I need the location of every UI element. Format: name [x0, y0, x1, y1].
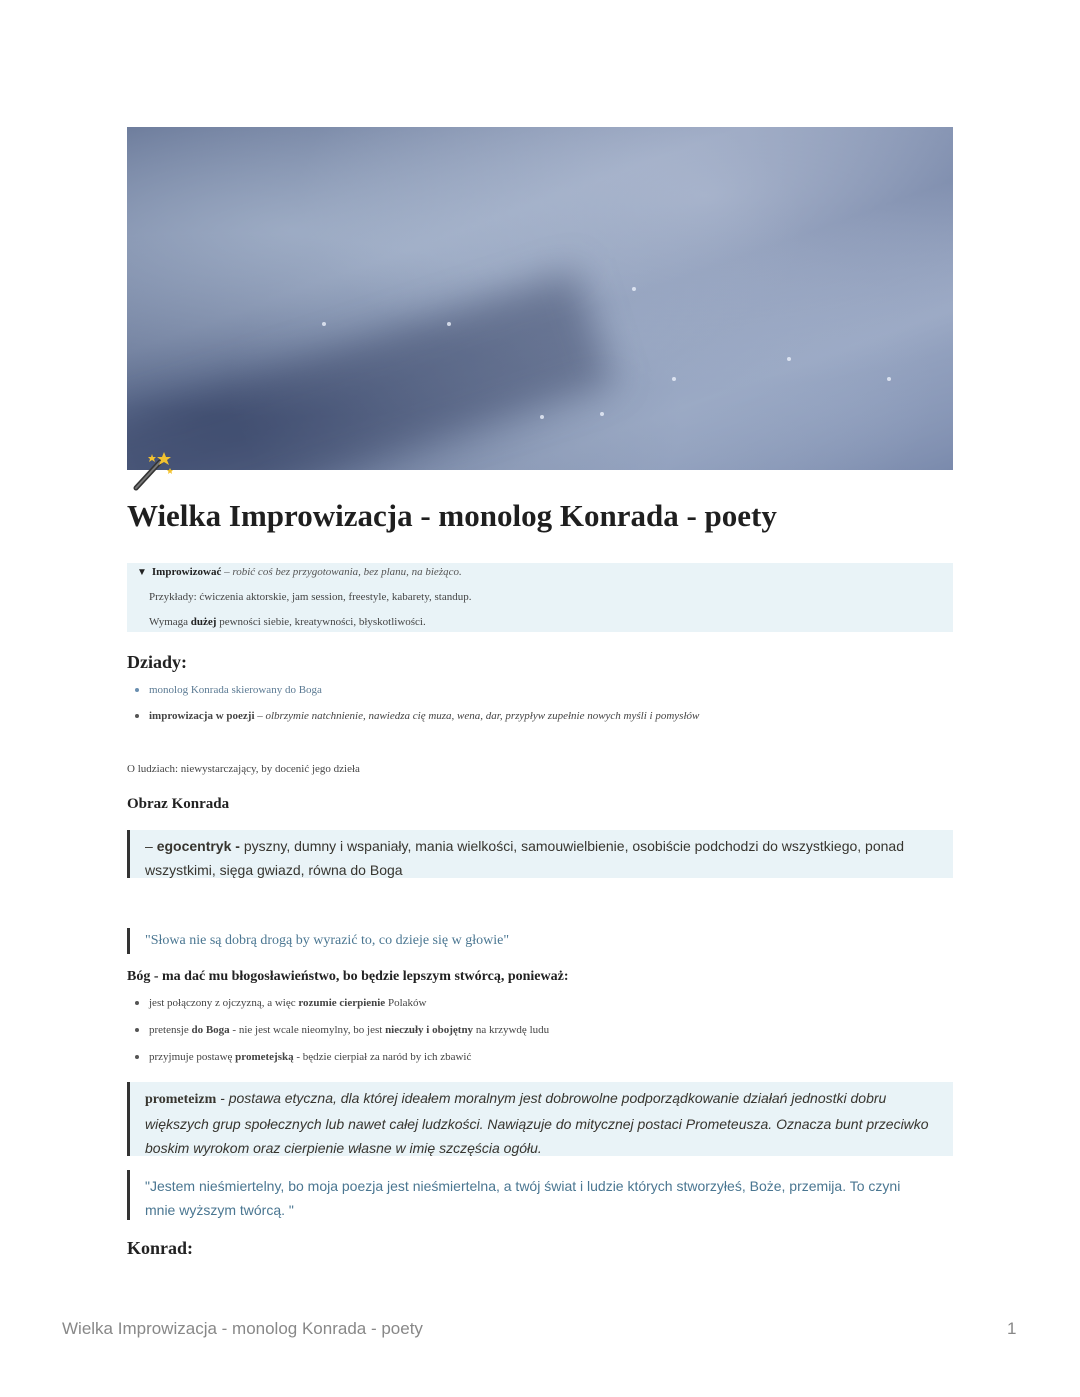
list-item — [135, 1024, 549, 1036]
cover-image — [127, 127, 953, 470]
toggle-triangle-icon[interactable]: ▼ — [137, 567, 147, 578]
bullet-text: przyjmuje postawę — [149, 1051, 236, 1063]
quote-text: mnie wyższym twórcą. " — [145, 1202, 294, 1218]
heading-bog: Bóg - ma dać mu błogosławieństwo, bo będzie lepszym stwórcą, ponieważ: — [127, 969, 569, 984]
heading-dziady: Dziady: — [127, 652, 187, 672]
toggle-header[interactable] — [137, 566, 462, 578]
callout-bold: prometeizm — [145, 1092, 217, 1107]
cover-speck — [672, 377, 676, 381]
cover-speck — [540, 415, 544, 419]
bullet-text: pretensje — [149, 1024, 192, 1036]
toggle-term: Improwizować — [151, 566, 222, 578]
callout-prometeizm — [127, 1082, 953, 1156]
cover-speck — [787, 357, 791, 361]
list-item — [135, 997, 426, 1009]
quote-jestem — [127, 1170, 953, 1220]
quote-text: "Jestem nieśmiertelny, bo moja poezja jest nieśmiertelna, a twój świat i ludzie których stworzyłeś, Boże, przemija. To czyni — [145, 1178, 901, 1194]
bullet-text: jest połączony z ojczyzną, a więc — [149, 997, 299, 1009]
callout-text: - postawa etyczna, dla której ideałem moralnym jest dobrowolne podporządkowanie działań jednostki dobru — [216, 1090, 887, 1106]
callout-line — [145, 834, 943, 858]
list-item — [135, 684, 322, 696]
cover-speck — [600, 412, 604, 416]
bullet-text: monolog Konrada skierowany do Boga — [149, 684, 322, 696]
bullet-dot — [135, 688, 139, 692]
bullet-dot — [135, 1055, 139, 1059]
bullet-dot — [135, 714, 139, 718]
list-item — [135, 1051, 471, 1063]
callout-line: boskim wyrokom oraz cierpienie własne w imię szczęścia ogółu. — [145, 1140, 542, 1156]
toggle-requires — [149, 616, 426, 628]
callout-line: wszystkimi, sięga gwiazd, równa do Boga — [145, 862, 403, 878]
cover-speck — [322, 322, 326, 326]
footer-title: Wielka Improwizacja - monolog Konrada - poety — [62, 1319, 423, 1338]
bullet-text: na krzywdę ludu — [473, 1024, 550, 1036]
toggle-definition: – robić coś bez przygotowania, bez planu, na bieżąco. — [221, 566, 462, 578]
page-title: Wielka Improwizacja - monolog Konrada - poety — [127, 498, 777, 533]
page-number: 1 — [1007, 1319, 1017, 1338]
callout-text: pyszny, dumny i wspaniały, mania wielkości, samouwielbienie, osobiście podchodzi do wszystkiego, ponad — [239, 838, 904, 854]
cover-speck — [447, 322, 451, 326]
list-item — [135, 710, 699, 722]
heading-konrad: Konrad: — [127, 1238, 194, 1258]
dash: – — [145, 838, 157, 854]
bullet-text: - będzie cierpiał za naród by ich zbawić — [293, 1051, 472, 1063]
heading-obraz-konrada: Obraz Konrada — [127, 796, 230, 812]
magic-wand-icon — [130, 448, 176, 494]
quote-slowa — [127, 928, 953, 954]
callout-line — [145, 1086, 943, 1112]
cover-shadow — [127, 270, 613, 470]
cover-speck — [887, 377, 891, 381]
requires-prefix: Wymaga — [149, 616, 191, 628]
bullet-bold: do Boga — [191, 1024, 230, 1036]
bullet-bold: improwizacja w poezji — [149, 710, 255, 722]
bullet-text: Polaków — [385, 997, 427, 1009]
cover-speck — [632, 287, 636, 291]
bullet-bold: rozumie cierpienie — [298, 997, 386, 1009]
bullet-bold: nieczuły i obojętny — [385, 1024, 474, 1036]
callout-bold: egocentryk - — [156, 838, 240, 854]
requires-suffix: pewności siebie, kreatywności, błyskotliwości. — [216, 616, 426, 628]
callout-line: większych grup społecznych lub nawet całej ludzkości. Nawiązuje do mitycznej postaci Prometeusza. Oznacza bunt przeciwko — [145, 1116, 929, 1132]
requires-bold: dużej — [190, 616, 217, 628]
bullet-italic: – olbrzymie natchnienie, nawiedza cię muza, wena, dar, przypływ zupełnie nowych myśli i pomysłów — [254, 710, 700, 722]
callout-egocentryk — [127, 830, 953, 878]
o-ludziach-text: O ludziach: niewystarczający, by docenić jego dzieła — [127, 763, 360, 775]
bullet-dot — [135, 1028, 139, 1032]
quote-text: "Słowa nie są dobrą drogą by wyrazić to, co dzieje się w głowie" — [145, 933, 510, 948]
toggle-block[interactable] — [127, 563, 953, 632]
bullet-dot — [135, 1001, 139, 1005]
bullet-bold: prometejską — [235, 1051, 294, 1063]
bullet-text: - nie jest wcale nieomylny, bo jest — [229, 1024, 386, 1036]
toggle-examples: Przykłady: ćwiczenia aktorskie, jam session, freestyle, kabarety, standup. — [149, 591, 472, 603]
